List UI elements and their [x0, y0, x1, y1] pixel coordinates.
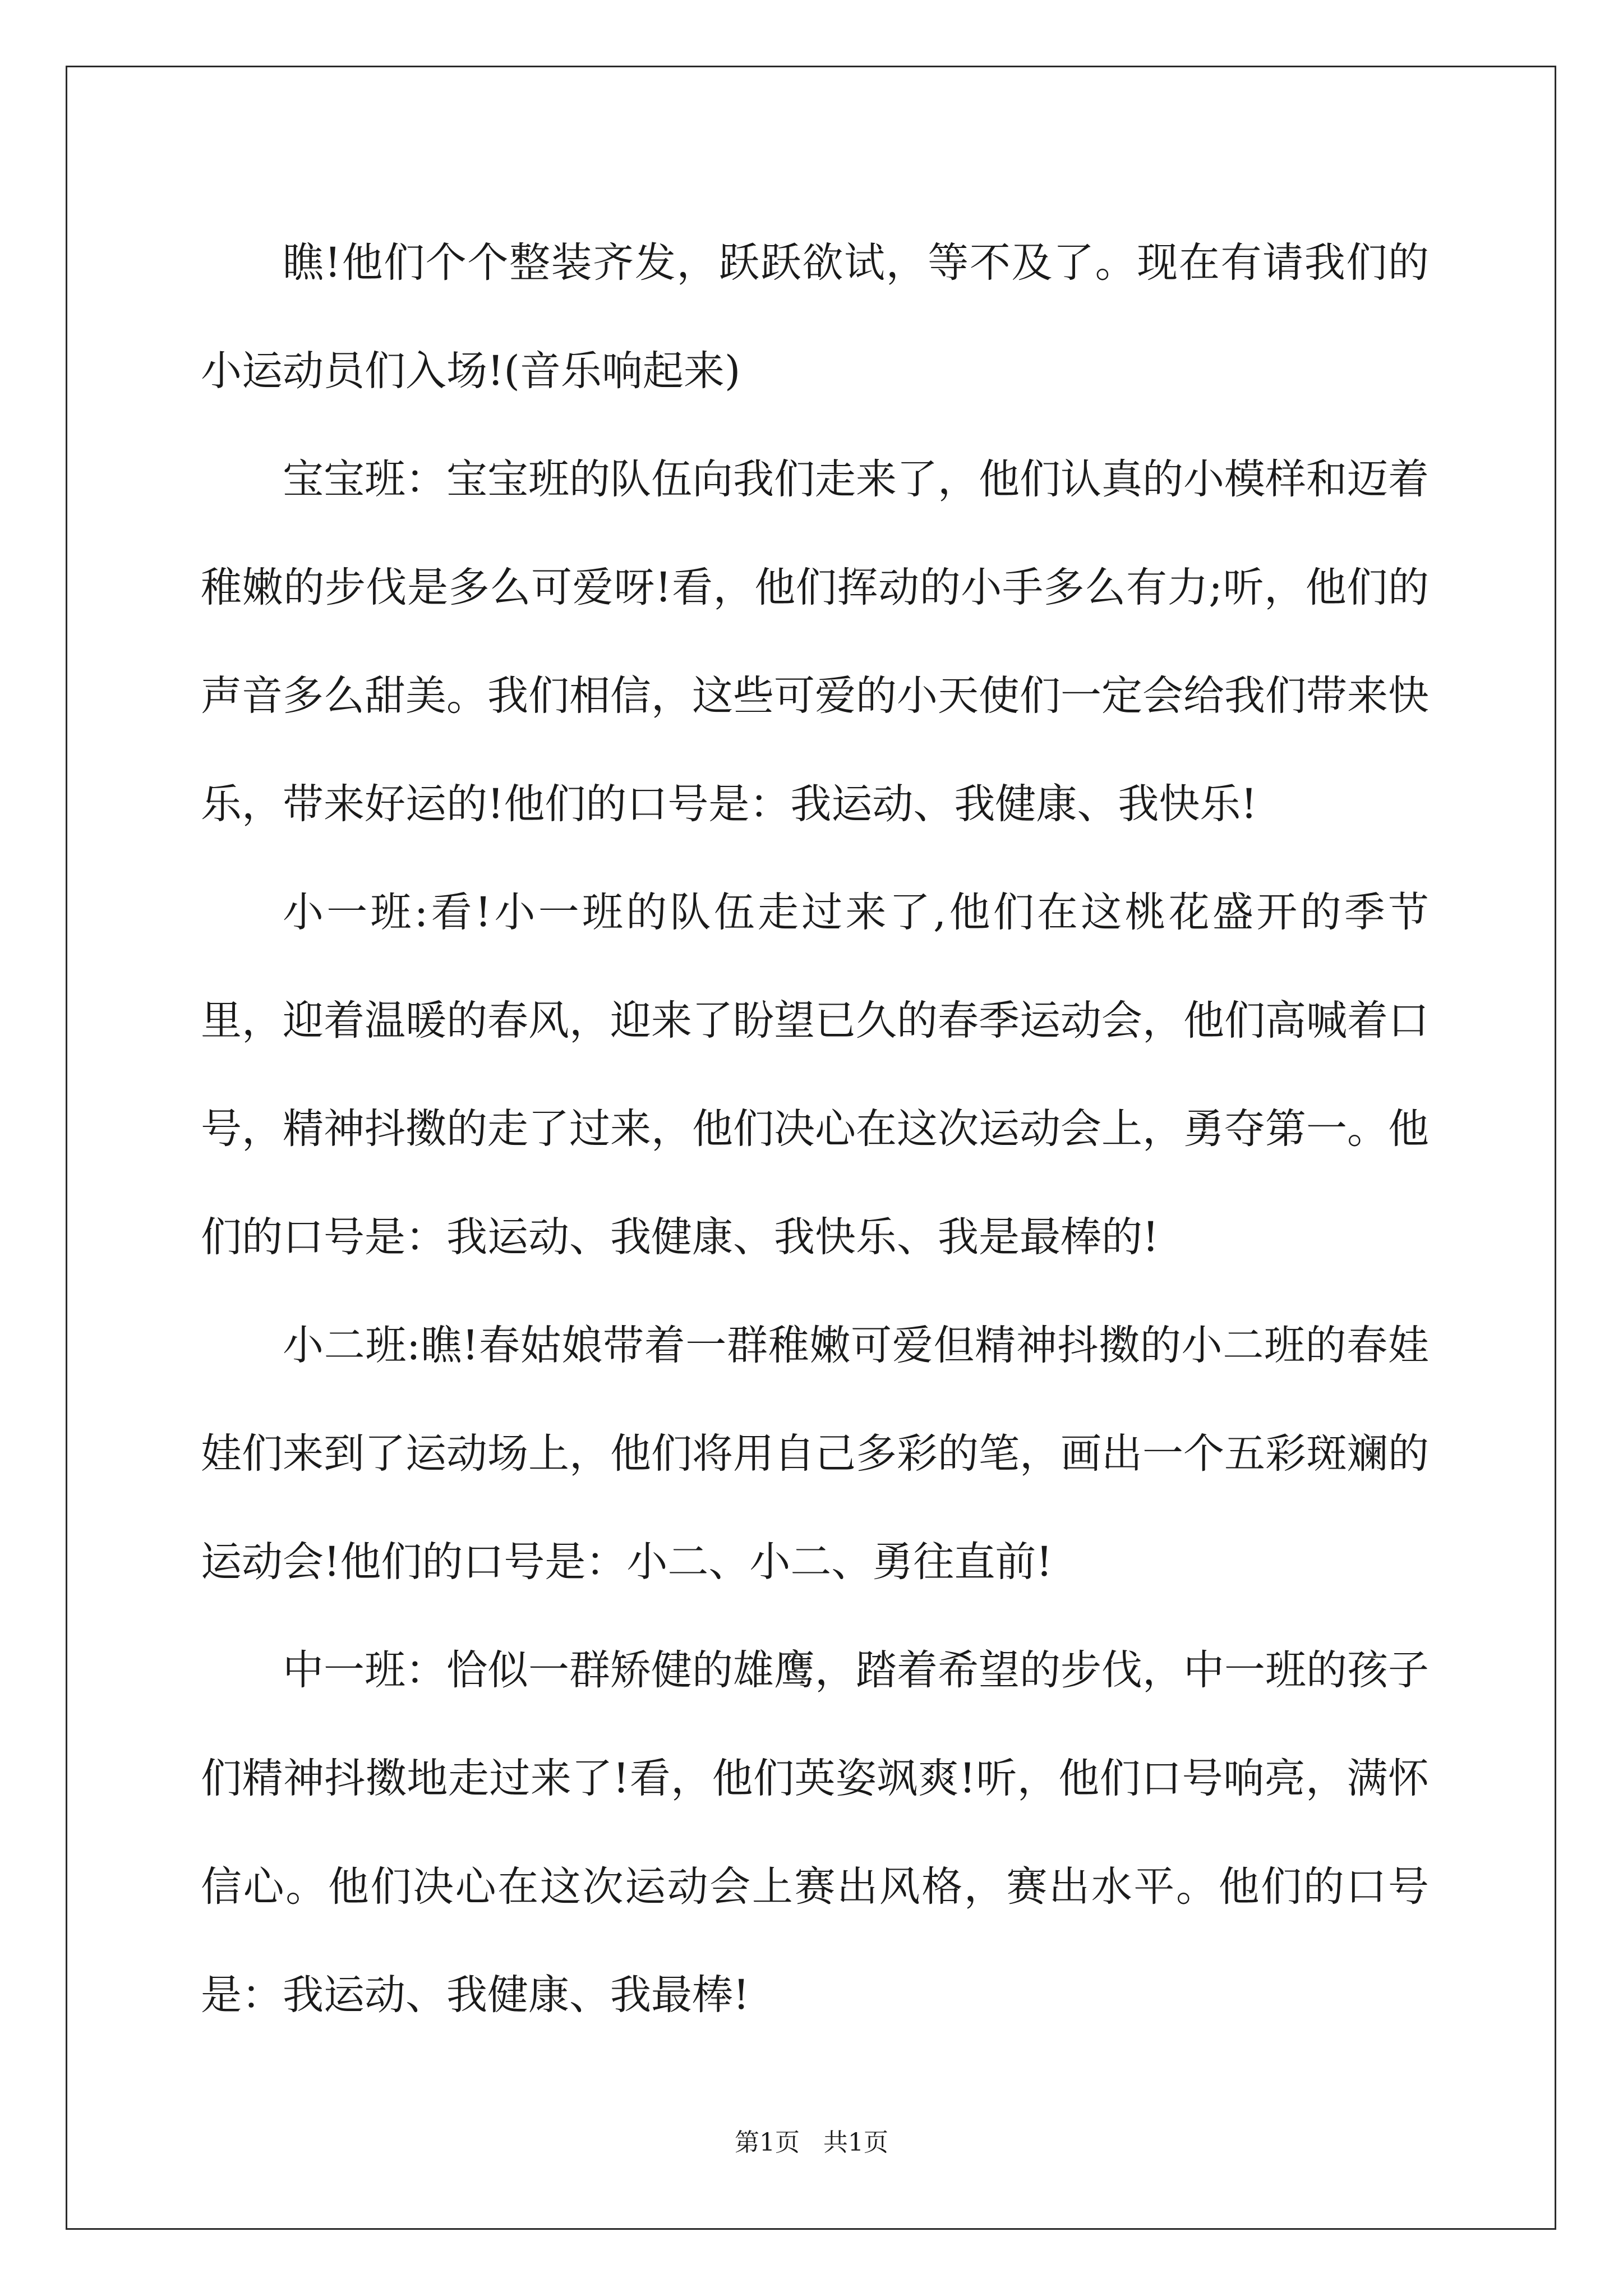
paragraph-baobao-class: 宝宝班：宝宝班的队伍向我们走来了，他们认真的小模样和迈着稚嫩的步伐是多么可爱呀!看，他们挥动的小手多么有力;听，他们的声音多么甜美。我们相信，这些可爱的小天使们一定会给我们带来快乐，带来好运的!他们的口号是：我运动、我健康、我快乐!: [201, 455, 1429, 828]
paragraph-intro: 瞧!他们个个整装齐发，跃跃欲试，等不及了。现在有请我们的小运动员们入场!(音乐响起来): [201, 239, 1429, 395]
paragraph-xiaoer-class: 小二班:瞧!春姑娘带着一群稚嫩可爱但精神抖擞的小二班的春娃娃们来到了运动场上，他们将用自己多彩的笔，画出一个五彩斑斓的运动会!他们的口号是：小二、小二、勇往直前!: [201, 1322, 1429, 1586]
page-footer: [0, 2126, 1623, 2160]
page-number: 第1页: [735, 2128, 800, 2157]
paragraph-xiaoyi-class: 小一班:看!小一班的队伍走过来了,他们在这桃花盛开的季节里，迎着温暖的春风，迎来了盼望已久的春季运动会，他们高喊着口号，精神抖擞的走了过来，他们决心在这次运动会上，勇夺第一。他们的口号是：我运动、我健康、我快乐、我是最棒的!: [201, 889, 1429, 1261]
document-body: [201, 209, 1429, 2049]
paragraph-zhongyi-class: 中一班：恰似一群矫健的雄鹰，踏着希望的步伐，中一班的孩子们精神抖擞地走过来了!看，他们英姿飒爽!听，他们口号响亮，满怀信心。他们决心在这次运动会上赛出风格，赛出水平。他们的口号是：我运动、我健康、我最棒!: [201, 1646, 1429, 2019]
page-total: 共1页: [823, 2128, 888, 2157]
